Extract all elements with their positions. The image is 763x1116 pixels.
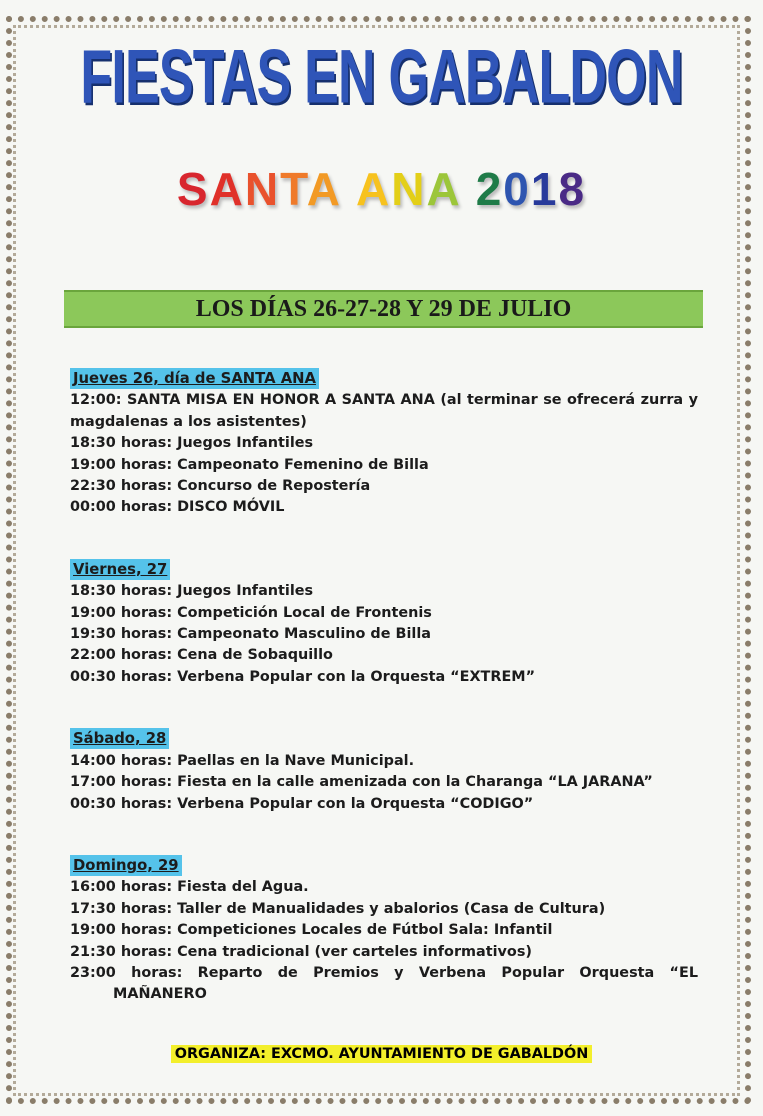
day-heading: Jueves 26, día de SANTA ANA	[70, 368, 319, 389]
schedule-line: 00:00 horas: DISCO MÓVIL	[70, 499, 285, 516]
schedule-line: MAÑANERO	[113, 986, 207, 1003]
subtitle-letter: T	[280, 163, 307, 215]
subtitle-letter: N	[391, 163, 427, 215]
day-heading: Viernes, 27	[70, 559, 170, 580]
schedule-line: 16:00 horas: Fiesta del Agua.	[70, 879, 309, 896]
schedule-line: 22:30 horas: Concurso de Repostería	[70, 478, 371, 495]
subtitle-letter: S	[176, 163, 210, 215]
schedule-line: 23:00 horas: Reparto de Premios y Verbena Popular Orquesta “EL	[70, 964, 698, 981]
schedule-line: 17:30 horas: Taller de Manualidades y abalorios (Casa de Cultura)	[70, 900, 606, 917]
schedule-line: 12:00: SANTA MISA EN HONOR A SANTA ANA (al terminar se ofrecerá zurra y magdalenas a los asistentes)	[70, 392, 698, 430]
subtitle-letter: A	[209, 163, 245, 215]
schedule-line: 00:30 horas: Verbena Popular con la Orquesta “CODIGO”	[70, 795, 534, 812]
schedule-line: 19:00 horas: Competición Local de Frontenis	[70, 604, 432, 621]
schedule-line: 22:00 horas: Cena de Sobaquillo	[70, 647, 333, 664]
schedule-line: 14:00 horas: Paellas en la Nave Municipal.	[70, 752, 415, 769]
schedule-line: 18:30 horas: Juegos Infantiles	[70, 583, 314, 600]
subtitle-letter: N	[244, 163, 281, 215]
day-section	[70, 559, 698, 688]
subtitle-letter: 2	[475, 163, 504, 215]
organizer-footer	[0, 1046, 763, 1062]
schedule-line: 18:30 horas: Juegos Infantiles	[70, 435, 314, 452]
organizer-label: ORGANIZA: EXCMO. AYUNTAMIENTO DE GABALDÓN	[171, 1045, 593, 1063]
poster-title: FIESTAS EN GABALDON	[80, 35, 683, 120]
dates-banner: LOS DÍAS 26-27-28 Y 29 DE JULIO	[64, 290, 703, 328]
subtitle-letter: A	[306, 163, 342, 215]
schedule-line: 19:30 horas: Campeonato Masculino de Billa	[70, 626, 431, 643]
day-section	[70, 728, 698, 815]
poster-subtitle	[0, 162, 763, 216]
subtitle-letter: 0	[503, 163, 531, 215]
schedule	[70, 368, 698, 1046]
subtitle-letter: 1	[530, 163, 559, 215]
subtitle-letter: A	[356, 163, 392, 215]
schedule-line: 21:30 horas: Cena tradicional (ver carteles informativos)	[70, 943, 532, 960]
day-heading: Sábado, 28	[70, 728, 169, 749]
subtitle-letter: 8	[558, 163, 587, 215]
schedule-line: 19:00 horas: Competiciones Locales de Fútbol Sala: Infantil	[70, 922, 553, 939]
day-section	[70, 368, 698, 519]
schedule-line: 19:00 horas: Campeonato Femenino de Billa	[70, 456, 429, 473]
schedule-line: 17:00 horas: Fiesta en la calle amenizada con la Charanga “LA JARANA”	[70, 774, 653, 791]
day-heading: Domingo, 29	[70, 855, 182, 876]
subtitle-letter: A	[426, 163, 462, 215]
schedule-line: 00:30 horas: Verbena Popular con la Orquesta “EXTREM”	[70, 668, 536, 685]
day-section	[70, 855, 698, 1006]
